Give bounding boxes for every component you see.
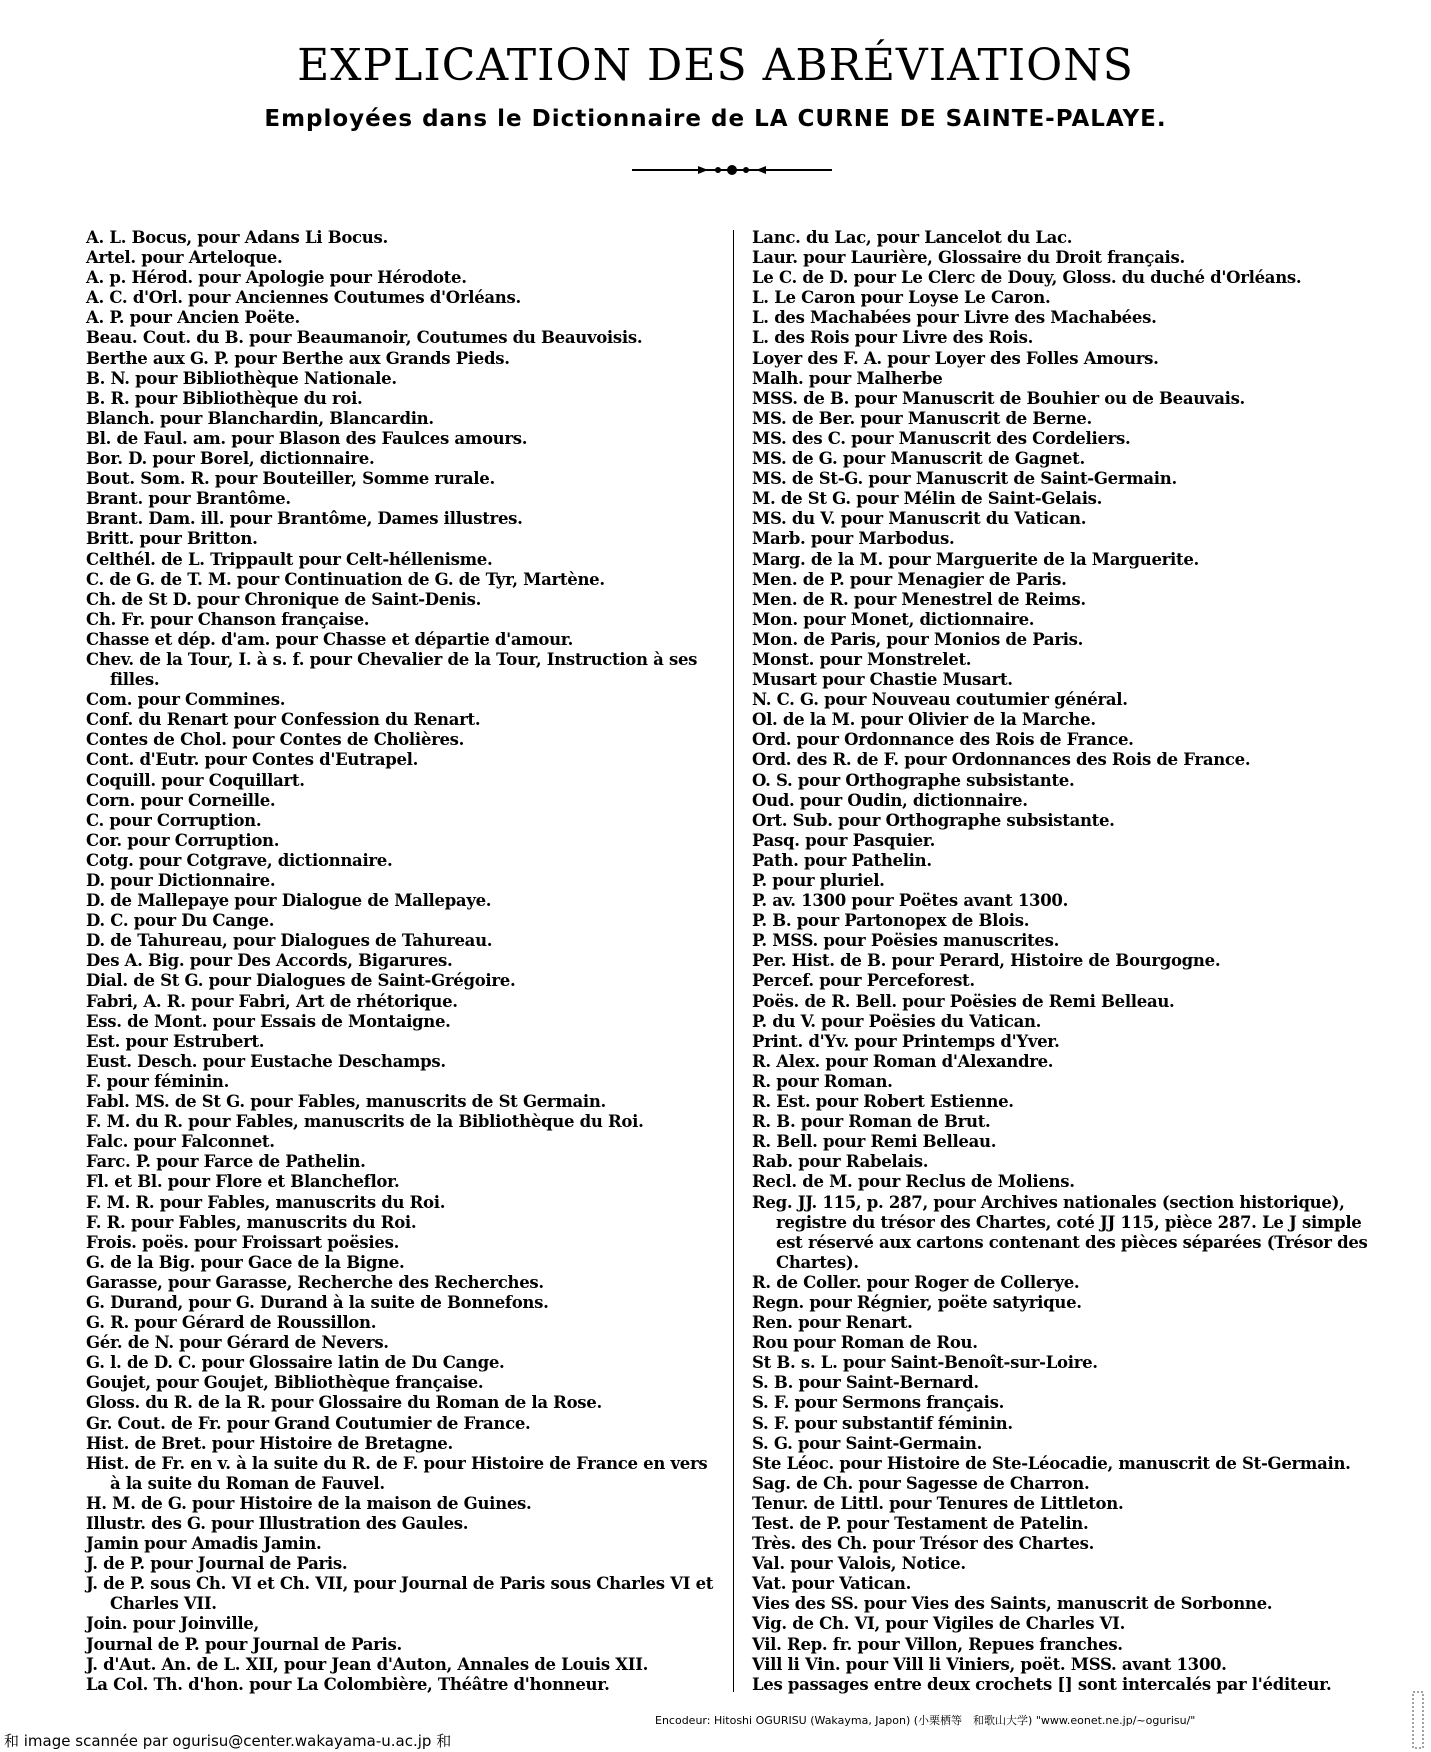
abbreviation-entry: MSS. de B. pour Manuscrit de Bouhier ou de Beauvais. (752, 388, 1246, 408)
abbreviation-entry: Cont. d'Eutr. pour Contes d'Eutrapel. (86, 750, 419, 770)
abbreviation-entry: Men. de R. pour Menestrel de Reims. (752, 589, 1086, 609)
abbreviation-entry: F. M. du R. pour Fables, manuscrits de la Bibliothèque du Roi. (86, 1112, 644, 1132)
abbreviation-entry: Vil. Rep. fr. pour Villon, Repues franches. (752, 1634, 1123, 1654)
abbreviation-entry: Britt. pour Britton. (86, 529, 258, 549)
abbreviation-entry: P. du V. pour Poësies du Vatican. (752, 1011, 1042, 1031)
abbreviation-entry: P. MSS. pour Poësies manuscrites. (752, 931, 1060, 951)
abbreviation-entry: Cotg. pour Cotgrave, dictionnaire. (86, 850, 393, 870)
abbreviation-entry: R. de Coller. pour Roger de Collerye. (752, 1272, 1080, 1292)
abbreviation-entry: G. R. pour Gérard de Roussillon. (86, 1313, 377, 1333)
abbreviation-entry: Print. d'Yv. pour Printemps d'Yver. (752, 1031, 1060, 1051)
abbreviation-entry: Ess. de Mont. pour Essais de Montaigne. (86, 1011, 451, 1031)
abbreviation-entry: Journal de P. pour Journal de Paris. (86, 1634, 402, 1654)
abbreviation-entry: Jamin pour Amadis Jamin. (86, 1534, 322, 1554)
abbreviation-entry: R. Est. pour Robert Estienne. (752, 1092, 1014, 1112)
abbreviation-entry: J. d'Aut. An. de L. XII, pour Jean d'Auton, Annales de Louis XII. (86, 1654, 649, 1674)
abbreviation-entry: Per. Hist. de B. pour Perard, Histoire de Bourgogne. (752, 951, 1221, 971)
abbreviation-entry: R. Bell. pour Remi Belleau. (752, 1132, 997, 1152)
abbreviation-entry: Bout. Som. R. pour Bouteiller, Somme rurale. (86, 469, 495, 489)
abbreviation-entry: F. R. pour Fables, manuscrits du Roi. (86, 1212, 417, 1232)
abbreviation-entry: C. de G. de T. M. pour Continuation de G. de Tyr, Martène. (86, 569, 605, 589)
abbreviation-entry: B. R. pour Bibliothèque du roi. (86, 388, 363, 408)
ornament-divider-icon (632, 160, 832, 180)
abbreviation-entry: Path. pour Pathelin. (752, 850, 932, 870)
page-subtitle: Employées dans le Dictionnaire de LA CURNE DE SAINTE-PALAYE. (264, 106, 1167, 132)
abbreviation-entry: Ch. de St D. pour Chronique de Saint-Denis. (86, 589, 482, 609)
abbreviation-entry: J. de P. pour Journal de Paris. (86, 1554, 348, 1574)
abbreviation-entry: Farc. P. pour Farce de Pathelin. (86, 1152, 366, 1172)
abbreviation-entry: Ol. de la M. pour Olivier de la Marche. (752, 710, 1096, 730)
abbreviation-entry: G. de la Big. pour Gace de la Bigne. (86, 1252, 405, 1272)
abbreviation-entry: L. des Rois pour Livre des Rois. (752, 328, 1034, 348)
abbreviation-entry: Conf. du Renart pour Confession du Renart. (86, 710, 481, 730)
abbreviation-entry: Frois. poës. pour Froissart poësies. (86, 1232, 400, 1252)
abbreviation-entry: Rab. pour Rabelais. (752, 1152, 929, 1172)
abbreviation-entry: S. F. pour Sermons français. (752, 1393, 1005, 1413)
abbreviation-entry: Fabri, A. R. pour Fabri, Art de rhétorique. (86, 991, 458, 1011)
abbreviation-entry: Join. pour Joinville, (86, 1614, 259, 1634)
scan-credit: 和 image scannée par ogurisu@center.wakayama-u.ac.jp 和 (4, 1732, 452, 1750)
abbreviation-entry: Poës. de R. Bell. pour Poësies de Remi Belleau. (752, 991, 1175, 1011)
abbreviation-entry: Vig. de Ch. VI, pour Vigiles de Charles VI. (752, 1614, 1126, 1634)
abbreviation-entry: Ch. Fr. pour Chanson française. (86, 609, 370, 629)
abbreviation-entry: N. C. G. pour Nouveau coutumier général. (752, 690, 1128, 710)
abbreviation-entry: Dial. de St G. pour Dialogues de Saint-Grégoire. (86, 971, 516, 991)
abbreviation-entry: Goujet, pour Goujet, Bibliothèque française. (86, 1373, 484, 1393)
abbreviation-entry: Chev. de la Tour, I. à s. f. pour Chevalier de la Tour, Instruction à ses filles. (86, 649, 698, 690)
abbreviation-entry: Eust. Desch. pour Eustache Deschamps. (86, 1051, 446, 1071)
abbreviation-entry: Brant. Dam. ill. pour Brantôme, Dames illustres. (86, 509, 523, 529)
page-title: EXPLICATION DES ABRÉVIATIONS (297, 40, 1134, 91)
abbreviation-entry: MS. de G. pour Manuscrit de Gagnet. (752, 449, 1085, 469)
abbreviation-entry: Pasq. pour Pasquier. (752, 830, 936, 850)
abbreviation-entry: H. M. de G. pour Histoire de la maison de Guines. (86, 1493, 532, 1513)
abbreviation-entry: C. pour Corruption. (86, 810, 262, 830)
abbreviation-entry: Rou pour Roman de Rou. (752, 1333, 978, 1353)
abbreviation-entry: F. M. R. pour Fables, manuscrits du Roi. (86, 1192, 446, 1212)
abbreviation-entry: R. B. pour Roman de Brut. (752, 1112, 991, 1132)
abbreviation-entry: Malh. pour Malherbe (752, 368, 943, 388)
abbreviation-entry: Ren. pour Renart. (752, 1313, 913, 1333)
abbreviation-entry: Bor. D. pour Borel, dictionnaire. (86, 449, 375, 469)
abbreviation-entry: Chasse et dép. d'am. pour Chasse et départie d'amour. (86, 629, 574, 649)
abbreviation-entry: A. L. Bocus, pour Adans Li Bocus. (86, 228, 388, 247)
abbreviation-entry: R. pour Roman. (752, 1071, 893, 1091)
abbreviation-entry: Vies des SS. pour Vies des Saints, manuscrit de Sorbonne. (752, 1594, 1273, 1614)
abbreviation-entry: Blanch. pour Blanchardin, Blancardin. (86, 408, 434, 428)
abbreviation-entry: Reg. JJ. 115, p. 287, pour Archives nationales (section historique), registre du trésor des Chartes, coté JJ 115, pièce 287. Le J simple est réservé aux cartons contenant des pièces séparées (Trésor des Chartes). (752, 1192, 1368, 1272)
abbreviation-entry: Illustr. des G. pour Illustration des Gaules. (86, 1514, 469, 1533)
abbreviation-entry: Ord. des R. de F. pour Ordonnances des Rois de France. (752, 750, 1251, 770)
abbreviation-entry: Le C. de D. pour Le Clerc de Douy, Gloss. du duché d'Orléans. (752, 268, 1302, 288)
abbreviation-entry: Ord. pour Ordonnance des Rois de France. (752, 730, 1134, 750)
abbreviation-list-left (86, 228, 716, 1695)
abbreviation-entry: A. P. pour Ancien Poëte. (86, 308, 300, 328)
abbreviation-entry: D. de Tahureau, pour Dialogues de Tahureau. (86, 931, 493, 951)
abbreviation-entry: Est. pour Estrubert. (86, 1031, 265, 1051)
abbreviation-entry: G. Durand, pour G. Durand à la suite de Bonnefons. (86, 1292, 549, 1312)
abbreviation-entry: S. B. pour Saint-Bernard. (752, 1373, 979, 1393)
abbreviation-entry: Mon. pour Monet, dictionnaire. (752, 609, 1035, 629)
abbreviation-entry: Vat. pour Vatican. (752, 1574, 912, 1594)
abbreviation-entry: F. pour féminin. (86, 1071, 230, 1091)
abbreviation-entry: Sag. de Ch. pour Sagesse de Charron. (752, 1473, 1090, 1493)
abbreviation-entry: Celthél. de L. Trippault pour Celt-héllenisme. (86, 549, 493, 569)
abbreviation-entry: L. Le Caron pour Loyse Le Caron. (752, 288, 1051, 308)
abbreviation-entry: Les passages entre deux crochets [] sont intercalés par l'éditeur. (752, 1674, 1332, 1694)
abbreviation-entry: Coquill. pour Coquillart. (86, 770, 305, 790)
abbreviation-entry: Val. pour Valois, Notice. (752, 1554, 966, 1574)
abbreviation-entry: Très. des Ch. pour Trésor des Chartes. (752, 1534, 1095, 1554)
abbreviation-entry: P. B. pour Partonopex de Blois. (752, 911, 1030, 931)
abbreviation-entry: Hist. de Fr. en v. à la suite du R. de F. pour Histoire de France en vers à la suite du Roman de Fauvel. (86, 1453, 708, 1493)
abbreviation-entry: Percef. pour Perceforest. (752, 971, 975, 991)
abbreviation-entry: L. des Machabées pour Livre des Machabées. (752, 308, 1157, 328)
abbreviation-entry: Musart pour Chastie Musart. (752, 670, 1013, 690)
abbreviation-entry: D. C. pour Du Cange. (86, 911, 275, 931)
abbreviation-entry: MS. du V. pour Manuscrit du Vatican. (752, 509, 1087, 529)
abbreviation-entry: G. l. de D. C. pour Glossaire latin de Du Cange. (86, 1353, 505, 1373)
abbreviation-list-right (752, 228, 1388, 1695)
abbreviation-entry: La Col. Th. d'hon. pour La Colombière, Théâtre d'honneur. (86, 1674, 610, 1694)
abbreviation-entry: MS. de Ber. pour Manuscrit de Berne. (752, 408, 1092, 428)
abbreviation-entry: Lanc. du Lac, pour Lancelot du Lac. (752, 228, 1073, 247)
abbreviation-entry: Marg. de la M. pour Marguerite de la Marguerite. (752, 549, 1199, 569)
abbreviation-entry: B. N. pour Bibliothèque Nationale. (86, 368, 397, 388)
abbreviation-entry: Monst. pour Monstrelet. (752, 649, 972, 669)
abbreviation-entry: S. F. pour substantif féminin. (752, 1413, 1013, 1433)
abbreviation-entry: A. p. Hérod. pour Apologie pour Hérodote. (86, 268, 467, 288)
abbreviation-entry: Tenur. de Littl. pour Tenures de Littleton. (752, 1493, 1124, 1513)
abbreviation-entry: M. de St G. pour Mélin de Saint-Gelais. (752, 489, 1103, 509)
abbreviation-entry: Garasse, pour Garasse, Recherche des Recherches. (86, 1272, 544, 1292)
abbreviation-entry: Mon. de Paris, pour Monios de Paris. (752, 629, 1084, 649)
abbreviation-entry: Recl. de M. pour Reclus de Moliens. (752, 1172, 1075, 1192)
abbreviation-entry: Gloss. du R. de la R. pour Glossaire du Roman de la Rose. (86, 1393, 602, 1413)
abbreviation-entry: D. de Mallepaye pour Dialogue de Mallepaye. (86, 891, 492, 911)
abbreviation-entry: Berthe aux G. P. pour Berthe aux Grands Pieds. (86, 348, 510, 368)
abbreviation-entry: Ort. Sub. pour Orthographe subsistante. (752, 810, 1115, 830)
abbreviation-entry: Ste Léoc. pour Histoire de Ste-Léocadie, manuscrit de St-Germain. (752, 1453, 1351, 1473)
abbreviation-entry: Laur. pour Laurière, Glossaire du Droit français. (752, 248, 1185, 268)
abbreviation-entry: Men. de P. pour Menagier de Paris. (752, 569, 1067, 589)
abbreviation-entry: Fl. et Bl. pour Flore et Blancheflor. (86, 1172, 400, 1192)
column-divider (733, 230, 734, 1692)
abbreviation-entry: Com. pour Commines. (86, 690, 286, 710)
abbreviation-entry: MS. de St-G. pour Manuscrit de Saint-Germain. (752, 469, 1177, 489)
encoder-credit: Encodeur: Hitoshi OGURISU (Wakayma, Japon) (小栗栖等 和歌山大学) "www.eonet.ne.jp/~ogurisu/" (655, 1714, 1196, 1727)
abbreviation-entry: Test. de P. pour Testament de Patelin. (752, 1514, 1089, 1533)
abbreviation-entry: Marb. pour Marbodus. (752, 529, 955, 549)
abbreviation-entry: R. Alex. pour Roman d'Alexandre. (752, 1051, 1054, 1071)
abbreviation-entry: Oud. pour Oudin, dictionnaire. (752, 790, 1028, 810)
abbreviation-entry: Gr. Cout. de Fr. pour Grand Coutumier de France. (86, 1413, 531, 1433)
abbreviation-entry: D. pour Dictionnaire. (86, 871, 276, 890)
abbreviation-entry: Falc. pour Falconnet. (86, 1132, 275, 1152)
abbreviation-entry: J. de P. sous Ch. VI et Ch. VII, pour Journal de Paris sous Charles VI et Charles VII. (86, 1574, 714, 1614)
abbreviation-entry: Beau. Cout. du B. pour Beaumanoir, Coutumes du Beauvoisis. (86, 328, 643, 348)
abbreviation-entry: O. S. pour Orthographe subsistante. (752, 770, 1075, 790)
abbreviation-entry: St B. s. L. pour Saint-Benoît-sur-Loire. (752, 1353, 1098, 1373)
abbreviation-entry: Gér. de N. pour Gérard de Nevers. (86, 1333, 389, 1353)
abbreviation-entry: Contes de Chol. pour Contes de Cholières. (86, 730, 465, 750)
abbreviation-entry: A. C. d'Orl. pour Anciennes Coutumes d'Orléans. (86, 288, 521, 308)
abbreviation-entry: Loyer des F. A. pour Loyer des Folles Amours. (752, 348, 1159, 368)
abbreviation-entry: Artel. pour Arteloque. (86, 248, 283, 268)
abbreviation-entry: Hist. de Bret. pour Histoire de Bretagne. (86, 1433, 453, 1453)
abbreviation-entry: Cor. pour Corruption. (86, 830, 280, 850)
abbreviation-entry: Des A. Big. pour Des Accords, Bigarures. (86, 951, 453, 971)
abbreviation-entry: Corn. pour Corneille. (86, 790, 276, 810)
abbreviation-entry: Bl. de Faul. am. pour Blason des Faulces amours. (86, 428, 528, 448)
abbreviation-entry: Vill li Vin. pour Vill li Viniers, poët. MSS. avant 1300. (752, 1654, 1227, 1674)
abbreviation-entry: P. av. 1300 pour Poëtes avant 1300. (752, 891, 1069, 911)
abbreviation-entry: P. pour pluriel. (752, 871, 885, 890)
abbreviation-entry: Fabl. MS. de St G. pour Fables, manuscrits de St Germain. (86, 1092, 606, 1112)
abbreviation-entry: Regn. pour Régnier, poëte satyrique. (752, 1292, 1082, 1312)
abbreviation-entry: MS. des C. pour Manuscrit des Cordeliers. (752, 428, 1131, 448)
abbreviation-entry: Brant. pour Brantôme. (86, 489, 291, 509)
scan-edge-mark-icon (1409, 1690, 1427, 1750)
abbreviation-entry: S. G. pour Saint-Germain. (752, 1433, 983, 1453)
